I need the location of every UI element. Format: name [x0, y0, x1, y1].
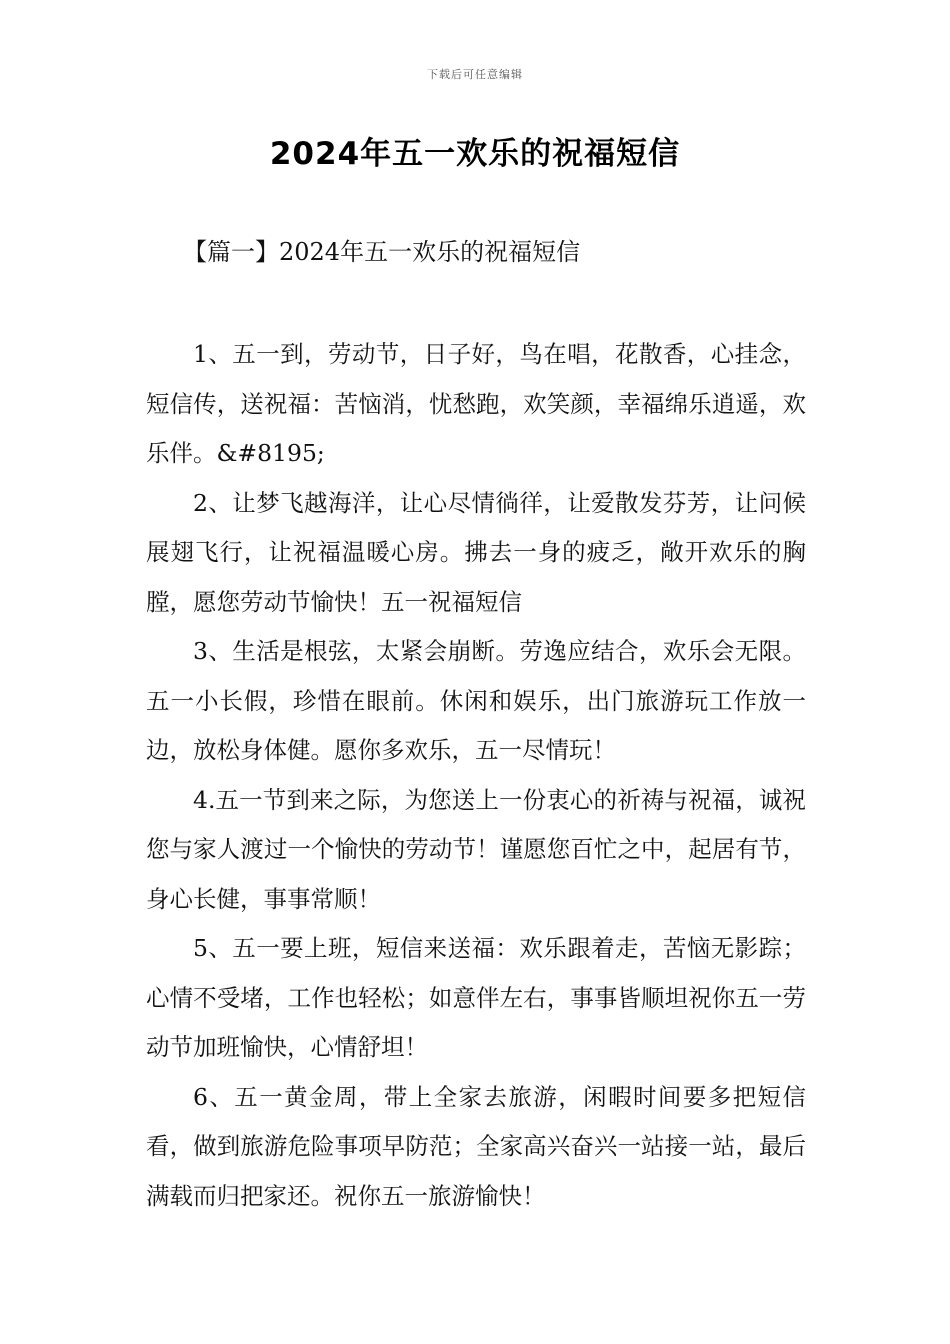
- paragraph: 4.五一节到来之际，为您送上一份衷心的祈祷与祝福，诚祝您与家人渡过一个愉快的劳动节！谨愿您百忙之中，起居有节，身心长健，事事常顺！: [146, 785, 806, 913]
- paragraph: 3、生活是根弦，太紧会崩断。劳逸应结合，欢乐会无限。五一小长假，珍惜在眼前。休闲和娱乐，出门旅游玩工作放一边，放松身体健。愿你多欢乐，五一尽情玩！: [146, 637, 806, 764]
- body-text: [146, 330, 806, 1221]
- paragraph: 2、让梦飞越海洋，让心尽情徜徉，让爱散发芬芳，让问候展翅飞行，让祝福温暖心房。拂去一身的疲乏，敞开欢乐的胸膛，愿您劳动节愉快！五一祝福短信: [146, 488, 806, 616]
- page-title: 2024年五一欢乐的祝福短信: [269, 136, 681, 172]
- paragraph: 5、五一要上班，短信来送福：欢乐跟着走，苦恼无影踪；心情不受堵，工作也轻松；如意伴左右，事事皆顺坦祝你五一劳动节加班愉快，心情舒坦！: [146, 934, 806, 1061]
- paragraph: 6、五一黄金周，带上全家去旅游，闲暇时间要多把短信看，做到旅游危险事项早防范；全家高兴奋兴一站接一站，最后满载而归把家还。祝你五一旅游愉快！: [146, 1082, 806, 1210]
- paragraph: 1、五一到，劳动节，日子好，鸟在唱，花散香，心挂念，短信传，送祝福：苦恼消，忧愁跑，欢笑颜，幸福绵乐逍遥，欢乐伴。&#8195;: [146, 340, 806, 467]
- section-heading: 【篇一】2024年五一欢乐的祝福短信: [183, 238, 581, 266]
- header-note: 下载后可任意编辑: [427, 68, 523, 81]
